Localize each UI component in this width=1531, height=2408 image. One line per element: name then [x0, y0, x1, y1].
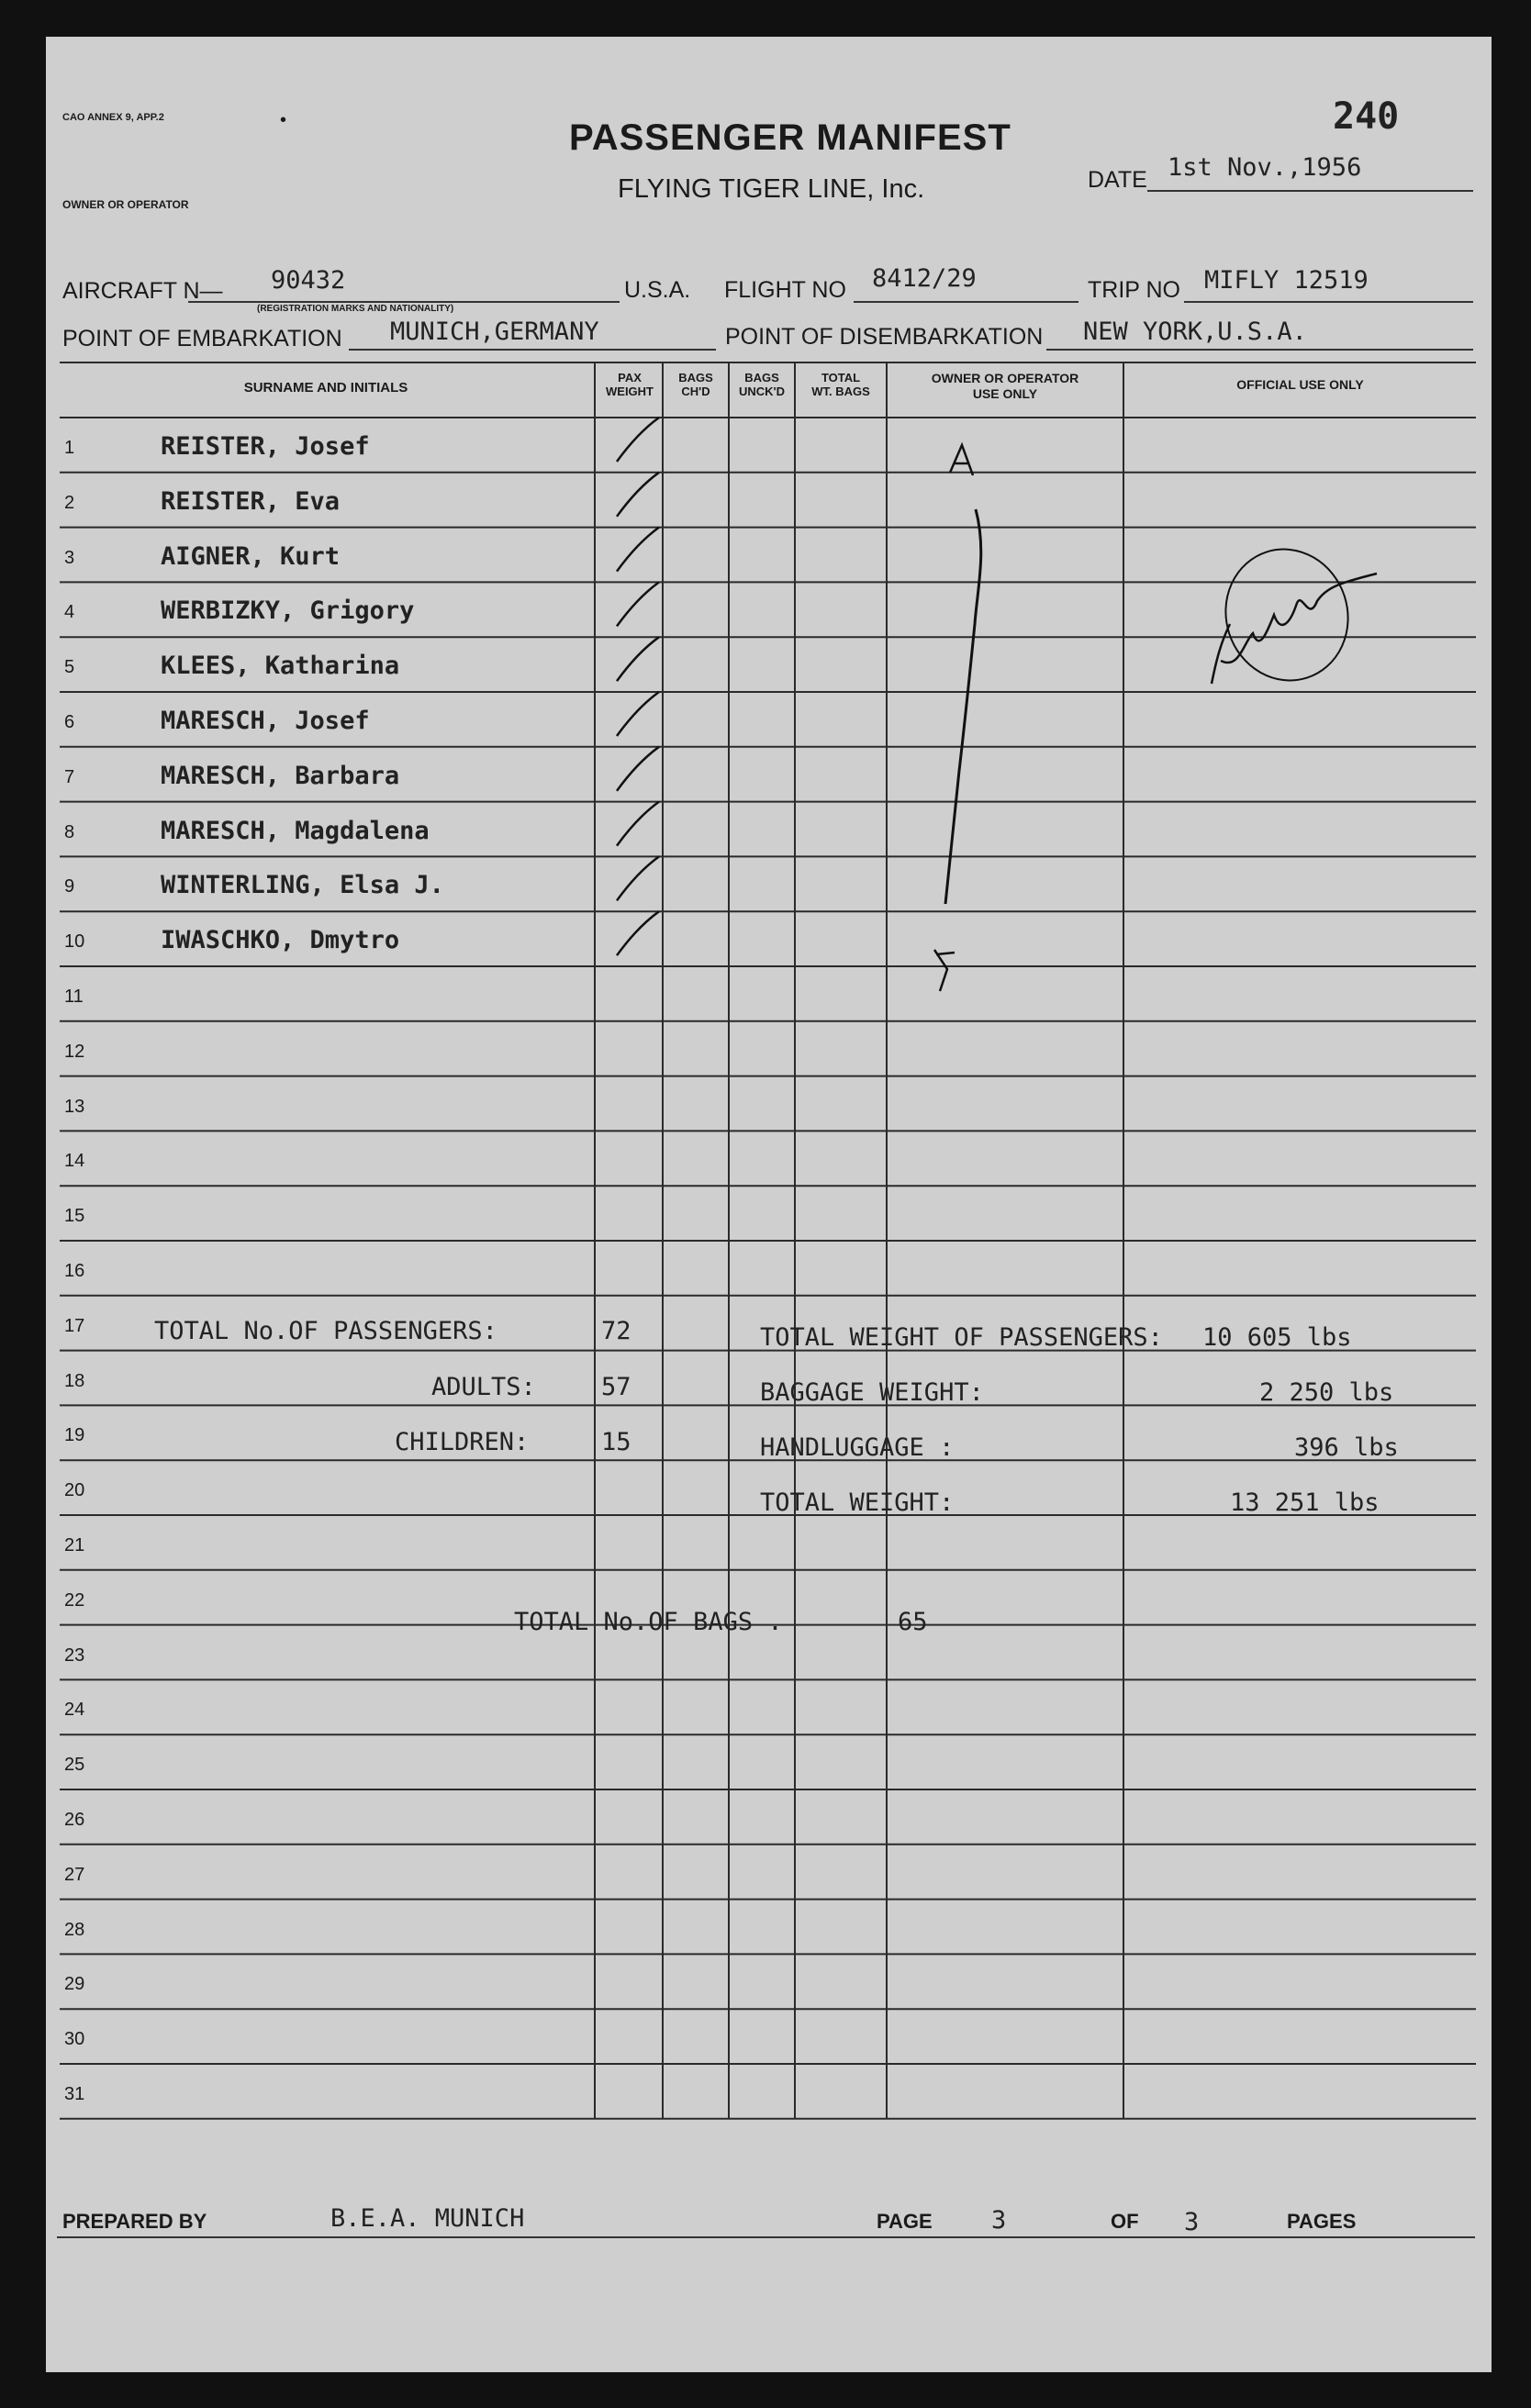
of-value: 3: [1184, 2208, 1200, 2236]
handwritten-marks: [46, 37, 1492, 2372]
col-header-surname: SURNAME AND INITIALS: [243, 380, 408, 396]
trip-label: TRIP NO: [1088, 277, 1180, 303]
date-value: 1st Nov.,1956: [1168, 153, 1362, 182]
checkmark-icon: [617, 747, 659, 791]
form-code: CAO ANNEX 9, APP.2: [62, 112, 164, 123]
row-number: 25: [64, 1755, 85, 1776]
pages-label: PAGES: [1287, 2210, 1357, 2233]
checkmark-icon: [617, 473, 659, 517]
row-number: 15: [64, 1206, 85, 1227]
mark-dot: •: [280, 110, 287, 130]
owner-label: OWNER OR OPERATOR: [62, 198, 189, 211]
prepared-by-value: B.E.A. MUNICH: [330, 2204, 525, 2233]
date-label: DATE: [1088, 167, 1147, 193]
footer-line: [57, 2236, 1475, 2238]
page-value: 3: [991, 2206, 1007, 2235]
row-number: 6: [64, 712, 75, 732]
aircraft-note: (REGISTRATION MARKS AND NATIONALITY): [257, 304, 454, 314]
adults-label: ADULTS:: [431, 1373, 536, 1401]
disembarkation-value: NEW YORK,U.S.A.: [1083, 318, 1307, 346]
row-number: 29: [64, 1974, 85, 1995]
row-number: 30: [64, 2029, 85, 2050]
checkmark-icon: [617, 528, 659, 572]
passenger-name: MARESCH, Magdalena: [161, 816, 430, 845]
checkmark-icon: [617, 637, 659, 681]
total-weight-value: 13 251 lbs: [1230, 1488, 1380, 1517]
col-header-owner-use: OWNER OR OPERATOR USE ONLY: [931, 371, 1079, 401]
row-number: 2: [64, 492, 75, 513]
total-weight-pax-label: TOTAL WEIGHT OF PASSENGERS:: [760, 1323, 1163, 1352]
official-signature: [1212, 574, 1377, 684]
row-number: 12: [64, 1041, 85, 1062]
row-number: 4: [64, 602, 75, 623]
pax-checkmarks: [617, 418, 659, 955]
row-number: 27: [64, 1864, 85, 1885]
manifest-sheet: [46, 37, 1492, 2372]
col-header-pax-weight: PAX WEIGHT: [606, 371, 654, 398]
row-number: 13: [64, 1096, 85, 1117]
passenger-name: REISTER, Josef: [161, 432, 370, 461]
row-number: 3: [64, 547, 75, 568]
children-value: 15: [601, 1428, 631, 1456]
adults-value: 57: [601, 1373, 631, 1401]
checkmark-icon: [617, 856, 659, 900]
page-stamp-number: 240: [1333, 95, 1400, 138]
flight-label: FLIGHT NO: [724, 277, 846, 303]
checkmark-icon: [617, 911, 659, 955]
official-stamp-circle: [1209, 533, 1365, 697]
checkmark-icon: [617, 692, 659, 736]
row-number: 24: [64, 1700, 85, 1721]
row-number: 17: [64, 1315, 85, 1336]
passenger-name: KLEES, Katharina: [161, 652, 400, 681]
page-title: PASSENGER MANIFEST: [569, 117, 1011, 158]
handluggage-label: HANDLUGGAGE :: [760, 1433, 955, 1462]
checkmark-icon: [617, 582, 659, 626]
row-number: 8: [64, 821, 75, 842]
total-bags-label: TOTAL No.OF BAGS .: [514, 1608, 783, 1636]
aircraft-label: AIRCRAFT N—: [62, 278, 223, 304]
trip-value: MIFLY 12519: [1204, 266, 1369, 295]
total-weight-pax-value: 10 605 lbs: [1202, 1323, 1352, 1352]
row-number: 11: [64, 987, 84, 1007]
row-number: 9: [64, 876, 75, 897]
owner-bracket-line: [945, 509, 981, 904]
row-number: 23: [64, 1644, 85, 1666]
passenger-name: WINTERLING, Elsa J.: [161, 871, 444, 900]
row-number: 26: [64, 1810, 85, 1830]
of-label: OF: [1111, 2210, 1139, 2233]
row-number: 21: [64, 1535, 85, 1555]
passenger-name: WERBIZKY, Grigory: [161, 596, 415, 626]
row-number: 28: [64, 1919, 85, 1940]
embarkation-value: MUNICH,GERMANY: [390, 318, 599, 346]
col-header-bags-unckd: BAGS UNCK'D: [738, 371, 786, 398]
passenger-name: IWASCHKO, Dmytro: [161, 926, 400, 955]
passenger-name: MARESCH, Barbara: [161, 761, 400, 790]
baggage-weight-value: 2 250 lbs: [1259, 1378, 1394, 1407]
embarkation-label: POINT OF EMBARKATION: [62, 326, 342, 351]
total-passengers-label: TOTAL No.OF PASSENGERS:: [154, 1317, 497, 1345]
col-header-total-wt: TOTAL WT. BAGS: [811, 371, 870, 398]
children-label: CHILDREN:: [395, 1428, 530, 1456]
flight-value: 8412/29: [872, 264, 977, 293]
col-header-official: OFFICIAL USE ONLY: [1236, 377, 1364, 392]
baggage-weight-label: BAGGAGE WEIGHT:: [760, 1378, 984, 1407]
owner-mark-a-icon: [950, 445, 973, 475]
aircraft-value: 90432: [271, 266, 346, 295]
row-number: 14: [64, 1151, 85, 1172]
nationality: U.S.A.: [624, 277, 691, 303]
passenger-name: AIGNER, Kurt: [161, 541, 341, 571]
passenger-name: REISTER, Eva: [161, 486, 341, 516]
page-label: PAGE: [877, 2210, 933, 2233]
total-weight-label: TOTAL WEIGHT:: [760, 1488, 955, 1517]
col-header-bags-chd: BAGS CH'D: [678, 371, 713, 398]
row-number: 5: [64, 657, 75, 678]
checkmark-icon: [617, 418, 659, 462]
row-number: 1: [64, 438, 75, 458]
total-bags-value: 65: [898, 1608, 928, 1636]
row-number: 18: [64, 1370, 85, 1391]
checkmark-icon: [617, 802, 659, 846]
total-passengers-value: 72: [601, 1317, 631, 1345]
owner-mark-a2-icon: [934, 950, 955, 991]
row-number: 19: [64, 1425, 85, 1446]
row-number: 31: [64, 2084, 85, 2104]
disembarkation-label: POINT OF DISEMBARKATION: [725, 324, 1044, 350]
handluggage-value: 396 lbs: [1294, 1433, 1399, 1462]
row-number: 20: [64, 1480, 85, 1501]
row-number: 7: [64, 766, 75, 787]
airline-name: FLYING TIGER LINE, Inc.: [618, 174, 925, 204]
passenger-name: MARESCH, Josef: [161, 707, 370, 735]
row-number: 10: [64, 931, 85, 953]
prepared-by-label: PREPARED BY: [62, 2210, 207, 2233]
row-number: 22: [64, 1589, 85, 1611]
row-number: 16: [64, 1261, 85, 1281]
